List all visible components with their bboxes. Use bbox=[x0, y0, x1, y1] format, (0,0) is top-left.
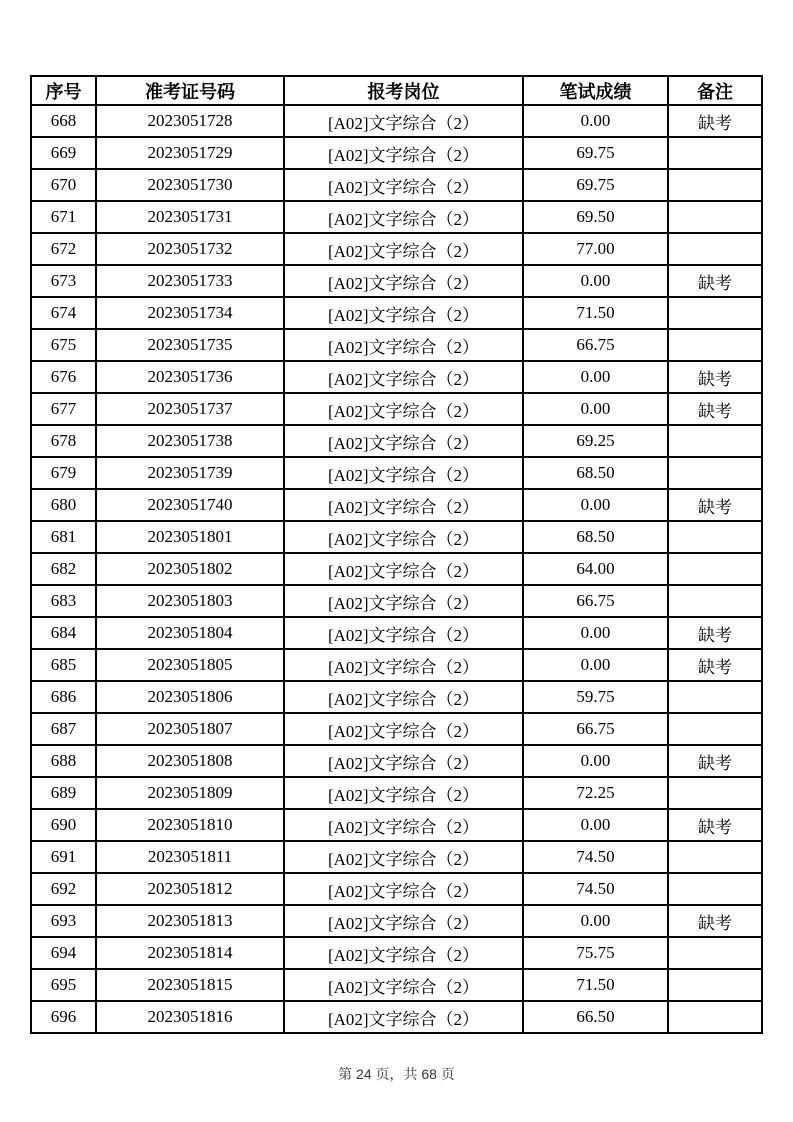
serial-cell: 696 bbox=[31, 1001, 96, 1033]
score-cell: 66.75 bbox=[523, 713, 668, 745]
page-number-text: 第 24 页，共 68 页 bbox=[338, 1066, 455, 1082]
score-cell: 0.00 bbox=[523, 809, 668, 841]
table-row bbox=[31, 745, 762, 777]
remark-cell: 缺考 bbox=[668, 105, 762, 137]
ticket-number-cell: 2023051815 bbox=[96, 969, 284, 1001]
ticket-number-cell: 2023051809 bbox=[96, 777, 284, 809]
position-cell: [A02]文字综合（2） bbox=[284, 585, 523, 617]
column-header-ticket-number: 准考证号码 bbox=[96, 76, 284, 105]
serial-cell: 695 bbox=[31, 969, 96, 1001]
table-row bbox=[31, 201, 762, 233]
position-cell: [A02]文字综合（2） bbox=[284, 329, 523, 361]
serial-cell: 680 bbox=[31, 489, 96, 521]
serial-cell: 673 bbox=[31, 265, 96, 297]
score-cell: 0.00 bbox=[523, 745, 668, 777]
score-cell: 0.00 bbox=[523, 105, 668, 137]
table-row bbox=[31, 393, 762, 425]
ticket-number-cell: 2023051739 bbox=[96, 457, 284, 489]
score-cell: 66.75 bbox=[523, 585, 668, 617]
serial-cell: 670 bbox=[31, 169, 96, 201]
remark-cell bbox=[668, 585, 762, 617]
score-cell: 0.00 bbox=[523, 617, 668, 649]
position-cell: [A02]文字综合（2） bbox=[284, 521, 523, 553]
position-cell: [A02]文字综合（2） bbox=[284, 969, 523, 1001]
table-row bbox=[31, 265, 762, 297]
score-cell: 0.00 bbox=[523, 265, 668, 297]
position-cell: [A02]文字综合（2） bbox=[284, 649, 523, 681]
ticket-number-cell: 2023051808 bbox=[96, 745, 284, 777]
table-row bbox=[31, 777, 762, 809]
position-cell: [A02]文字综合（2） bbox=[284, 617, 523, 649]
score-cell: 66.75 bbox=[523, 329, 668, 361]
ticket-number-cell: 2023051807 bbox=[96, 713, 284, 745]
remark-cell bbox=[668, 777, 762, 809]
ticket-number-cell: 2023051740 bbox=[96, 489, 284, 521]
score-cell: 77.00 bbox=[523, 233, 668, 265]
table-row bbox=[31, 457, 762, 489]
ticket-number-cell: 2023051730 bbox=[96, 169, 284, 201]
remark-cell bbox=[668, 137, 762, 169]
score-cell: 74.50 bbox=[523, 873, 668, 905]
score-cell: 0.00 bbox=[523, 905, 668, 937]
serial-cell: 677 bbox=[31, 393, 96, 425]
ticket-number-cell: 2023051735 bbox=[96, 329, 284, 361]
serial-cell: 685 bbox=[31, 649, 96, 681]
remark-cell bbox=[668, 553, 762, 585]
position-cell: [A02]文字综合（2） bbox=[284, 681, 523, 713]
score-cell: 75.75 bbox=[523, 937, 668, 969]
position-cell: [A02]文字综合（2） bbox=[284, 553, 523, 585]
position-cell: [A02]文字综合（2） bbox=[284, 297, 523, 329]
table-row bbox=[31, 169, 762, 201]
remark-cell bbox=[668, 681, 762, 713]
serial-cell: 682 bbox=[31, 553, 96, 585]
table-row bbox=[31, 1001, 762, 1033]
position-cell: [A02]文字综合（2） bbox=[284, 233, 523, 265]
remark-cell: 缺考 bbox=[668, 393, 762, 425]
ticket-number-cell: 2023051729 bbox=[96, 137, 284, 169]
table-row bbox=[31, 137, 762, 169]
remark-cell: 缺考 bbox=[668, 265, 762, 297]
ticket-number-cell: 2023051736 bbox=[96, 361, 284, 393]
score-cell: 0.00 bbox=[523, 393, 668, 425]
serial-cell: 687 bbox=[31, 713, 96, 745]
table-row bbox=[31, 873, 762, 905]
serial-cell: 683 bbox=[31, 585, 96, 617]
table-row bbox=[31, 521, 762, 553]
ticket-number-cell: 2023051738 bbox=[96, 425, 284, 457]
position-cell: [A02]文字综合（2） bbox=[284, 841, 523, 873]
ticket-number-cell: 2023051732 bbox=[96, 233, 284, 265]
serial-cell: 694 bbox=[31, 937, 96, 969]
remark-cell bbox=[668, 169, 762, 201]
table-row bbox=[31, 585, 762, 617]
position-cell: [A02]文字综合（2） bbox=[284, 425, 523, 457]
score-cell: 59.75 bbox=[523, 681, 668, 713]
remark-cell bbox=[668, 201, 762, 233]
remark-cell bbox=[668, 713, 762, 745]
remark-cell bbox=[668, 1001, 762, 1033]
remark-cell: 缺考 bbox=[668, 905, 762, 937]
remark-cell: 缺考 bbox=[668, 361, 762, 393]
score-cell: 74.50 bbox=[523, 841, 668, 873]
position-cell: [A02]文字综合（2） bbox=[284, 937, 523, 969]
remark-cell bbox=[668, 233, 762, 265]
remark-cell: 缺考 bbox=[668, 809, 762, 841]
ticket-number-cell: 2023051812 bbox=[96, 873, 284, 905]
serial-cell: 691 bbox=[31, 841, 96, 873]
table-row bbox=[31, 297, 762, 329]
serial-cell: 668 bbox=[31, 105, 96, 137]
serial-cell: 669 bbox=[31, 137, 96, 169]
table-row bbox=[31, 425, 762, 457]
position-cell: [A02]文字综合（2） bbox=[284, 489, 523, 521]
serial-cell: 689 bbox=[31, 777, 96, 809]
score-table bbox=[30, 75, 763, 1034]
remark-cell bbox=[668, 425, 762, 457]
score-cell: 0.00 bbox=[523, 649, 668, 681]
page-footer bbox=[0, 1064, 793, 1084]
table-row bbox=[31, 361, 762, 393]
serial-cell: 674 bbox=[31, 297, 96, 329]
position-cell: [A02]文字综合（2） bbox=[284, 777, 523, 809]
remark-cell: 缺考 bbox=[668, 617, 762, 649]
table-row bbox=[31, 105, 762, 137]
serial-cell: 692 bbox=[31, 873, 96, 905]
score-cell: 69.75 bbox=[523, 169, 668, 201]
column-header-serial: 序号 bbox=[31, 76, 96, 105]
remark-cell bbox=[668, 521, 762, 553]
remark-cell: 缺考 bbox=[668, 745, 762, 777]
ticket-number-cell: 2023051816 bbox=[96, 1001, 284, 1033]
serial-cell: 693 bbox=[31, 905, 96, 937]
score-cell: 0.00 bbox=[523, 489, 668, 521]
score-cell: 71.50 bbox=[523, 969, 668, 1001]
serial-cell: 679 bbox=[31, 457, 96, 489]
position-cell: [A02]文字综合（2） bbox=[284, 361, 523, 393]
serial-cell: 675 bbox=[31, 329, 96, 361]
ticket-number-cell: 2023051803 bbox=[96, 585, 284, 617]
ticket-number-cell: 2023051728 bbox=[96, 105, 284, 137]
remark-cell bbox=[668, 457, 762, 489]
ticket-number-cell: 2023051806 bbox=[96, 681, 284, 713]
serial-cell: 681 bbox=[31, 521, 96, 553]
table-row bbox=[31, 489, 762, 521]
serial-cell: 690 bbox=[31, 809, 96, 841]
ticket-number-cell: 2023051733 bbox=[96, 265, 284, 297]
ticket-number-cell: 2023051810 bbox=[96, 809, 284, 841]
position-cell: [A02]文字综合（2） bbox=[284, 393, 523, 425]
score-cell: 68.50 bbox=[523, 521, 668, 553]
remark-cell: 缺考 bbox=[668, 489, 762, 521]
table-row bbox=[31, 905, 762, 937]
table-row bbox=[31, 681, 762, 713]
score-cell: 64.00 bbox=[523, 553, 668, 585]
table-row bbox=[31, 841, 762, 873]
score-cell: 69.25 bbox=[523, 425, 668, 457]
remark-cell: 缺考 bbox=[668, 649, 762, 681]
serial-cell: 686 bbox=[31, 681, 96, 713]
ticket-number-cell: 2023051811 bbox=[96, 841, 284, 873]
serial-cell: 684 bbox=[31, 617, 96, 649]
score-cell: 72.25 bbox=[523, 777, 668, 809]
table-row bbox=[31, 649, 762, 681]
ticket-number-cell: 2023051813 bbox=[96, 905, 284, 937]
position-cell: [A02]文字综合（2） bbox=[284, 713, 523, 745]
score-cell: 66.50 bbox=[523, 1001, 668, 1033]
serial-cell: 671 bbox=[31, 201, 96, 233]
column-header-position: 报考岗位 bbox=[284, 76, 523, 105]
position-cell: [A02]文字综合（2） bbox=[284, 457, 523, 489]
serial-cell: 688 bbox=[31, 745, 96, 777]
table-row bbox=[31, 617, 762, 649]
remark-cell bbox=[668, 841, 762, 873]
remark-cell bbox=[668, 873, 762, 905]
serial-cell: 672 bbox=[31, 233, 96, 265]
score-cell: 71.50 bbox=[523, 297, 668, 329]
position-cell: [A02]文字综合（2） bbox=[284, 745, 523, 777]
position-cell: [A02]文字综合（2） bbox=[284, 1001, 523, 1033]
remark-cell bbox=[668, 969, 762, 1001]
score-cell: 0.00 bbox=[523, 361, 668, 393]
header-row bbox=[31, 76, 762, 105]
score-cell: 69.50 bbox=[523, 201, 668, 233]
position-cell: [A02]文字综合（2） bbox=[284, 873, 523, 905]
score-cell: 68.50 bbox=[523, 457, 668, 489]
score-cell: 69.75 bbox=[523, 137, 668, 169]
table-row bbox=[31, 713, 762, 745]
ticket-number-cell: 2023051805 bbox=[96, 649, 284, 681]
table-row bbox=[31, 937, 762, 969]
table-row bbox=[31, 553, 762, 585]
ticket-number-cell: 2023051802 bbox=[96, 553, 284, 585]
ticket-number-cell: 2023051734 bbox=[96, 297, 284, 329]
column-header-remark: 备注 bbox=[668, 76, 762, 105]
ticket-number-cell: 2023051801 bbox=[96, 521, 284, 553]
table-row bbox=[31, 809, 762, 841]
remark-cell bbox=[668, 937, 762, 969]
position-cell: [A02]文字综合（2） bbox=[284, 905, 523, 937]
table-body bbox=[31, 105, 762, 1033]
position-cell: [A02]文字综合（2） bbox=[284, 105, 523, 137]
ticket-number-cell: 2023051737 bbox=[96, 393, 284, 425]
table-row bbox=[31, 233, 762, 265]
position-cell: [A02]文字综合（2） bbox=[284, 137, 523, 169]
ticket-number-cell: 2023051814 bbox=[96, 937, 284, 969]
remark-cell bbox=[668, 329, 762, 361]
position-cell: [A02]文字综合（2） bbox=[284, 201, 523, 233]
ticket-number-cell: 2023051731 bbox=[96, 201, 284, 233]
table-row bbox=[31, 329, 762, 361]
table-row bbox=[31, 969, 762, 1001]
position-cell: [A02]文字综合（2） bbox=[284, 809, 523, 841]
position-cell: [A02]文字综合（2） bbox=[284, 169, 523, 201]
serial-cell: 678 bbox=[31, 425, 96, 457]
serial-cell: 676 bbox=[31, 361, 96, 393]
ticket-number-cell: 2023051804 bbox=[96, 617, 284, 649]
remark-cell bbox=[668, 297, 762, 329]
position-cell: [A02]文字综合（2） bbox=[284, 265, 523, 297]
column-header-score: 笔试成绩 bbox=[523, 76, 668, 105]
